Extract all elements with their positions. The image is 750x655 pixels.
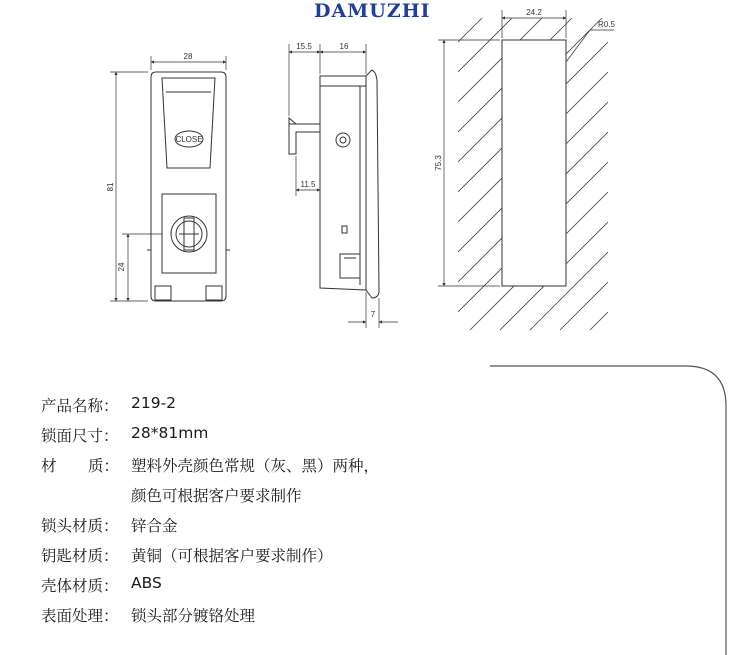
spec-row-shell-material: 壳体材质： ABS xyxy=(41,574,162,595)
dim-cutout-width: 24.2 xyxy=(526,8,542,17)
spec-row-panel-size: 锁面尺寸： 28*81mm xyxy=(41,424,209,445)
svg-text:CLOSE: CLOSE xyxy=(175,135,203,144)
dim-front-width: 28 xyxy=(183,52,193,61)
spec-row-product-name: 产品名称： 219-2 xyxy=(41,394,177,415)
dim-cutout-radius: R0.5 xyxy=(598,20,615,29)
dim-side-a: 15.5 xyxy=(296,42,312,51)
spec-row-cylinder-material: 锁头材质： 锌合金 xyxy=(41,517,178,535)
close-label xyxy=(175,131,203,147)
spec-row-material: 材 质： 塑料外壳颜色常规（灰、黑）两种， xyxy=(41,454,379,484)
dim-front-lower: 24 xyxy=(117,262,126,272)
front-view xyxy=(147,72,230,301)
dim-cutout-height: 75.3 xyxy=(434,155,443,171)
dim-side-c: 11.5 xyxy=(300,180,316,189)
spec-key-material: 材 质： xyxy=(41,457,119,475)
dim-side-b: 16 xyxy=(339,42,349,51)
dim-front-height: 81 xyxy=(106,182,115,192)
brand-logo: DAMUZHI xyxy=(314,0,431,22)
dim-side-d: 7 xyxy=(370,310,376,319)
frame-curve xyxy=(490,366,726,655)
spec-row-surface-treatment: 表面处理： 锁头部分镀铬处理 xyxy=(41,607,256,625)
spec-row-key-material: 钥匙材质： 黄铜（可根据客户要求制作） xyxy=(41,547,333,565)
spec-row-material-cont: 颜色可根据客户要求制作 xyxy=(131,487,302,505)
spec-list xyxy=(41,394,379,634)
